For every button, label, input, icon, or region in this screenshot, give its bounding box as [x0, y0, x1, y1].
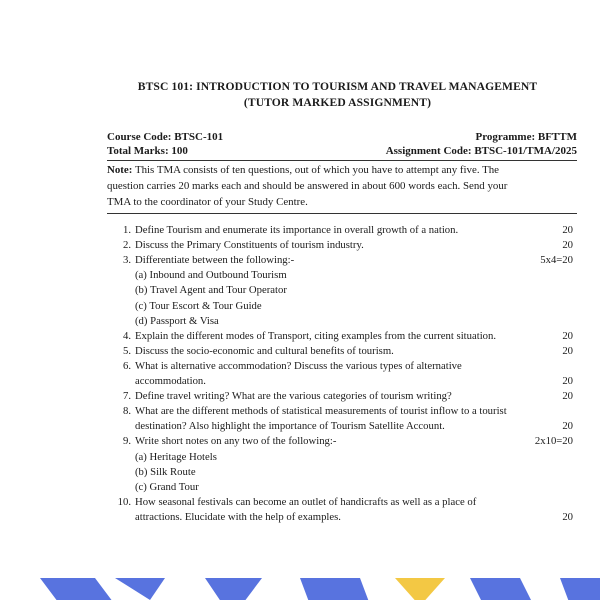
sub-question: (a) Heritage Hotels [135, 450, 217, 463]
question-item [107, 388, 579, 404]
watermark-shape [40, 578, 125, 600]
question-marks: 20 [562, 390, 573, 403]
question-marks: 20 [562, 375, 573, 387]
note-label: Note: [107, 164, 133, 176]
question-text: Discuss the Primary Constituents of tourism industry. [135, 239, 364, 252]
question-marks: 20 [562, 224, 573, 236]
question-continuation [107, 509, 579, 525]
question-number: 4. [122, 329, 131, 342]
question-item [107, 433, 579, 449]
watermark-logo [0, 578, 600, 600]
question-item [107, 252, 579, 268]
question-text: Define travel writing? What are the various categories of tourism writing? [135, 390, 452, 403]
note-block [107, 162, 577, 210]
programme: Programme: BFTTM [475, 131, 577, 143]
question-number: 7. [122, 390, 131, 403]
sub-question: (b) Silk Route [135, 465, 196, 478]
watermark-shape [115, 578, 165, 600]
question-marks: 20 [562, 329, 573, 342]
question-marks: 20 [562, 510, 573, 523]
watermark-shape [470, 578, 540, 600]
question-marks: 20 [562, 344, 573, 357]
question-continuation [107, 373, 579, 389]
question-number: 6. [122, 359, 131, 372]
note-line-3: TMA to the coordinator of your Study Centre. [107, 196, 308, 208]
sub-question: (b) Travel Agent and Tour Operator [135, 284, 287, 297]
question-text: What is alternative accommodation? Discuss the various types of alternative [135, 359, 462, 372]
question-number: 8. [122, 405, 131, 418]
note-line-1: This TMA consists of ten questions, out of which you have to attempt any five. The [134, 164, 500, 176]
question-continuation [107, 418, 579, 434]
question-marks: 20 [562, 239, 573, 252]
question-marks: 2x10=20 [534, 435, 573, 448]
question-text: How seasonal festivals can become an outlet of handicrafts as well as a place of [135, 495, 477, 508]
question-marks: 20 [562, 420, 573, 433]
sub-question: (a) Inbound and Outbound Tourism [135, 269, 287, 282]
sub-question: (d) Passport & Visa [135, 314, 219, 327]
question-text: Differentiate between the following:- [135, 254, 295, 267]
question-item [107, 237, 579, 253]
question-number: 2. [122, 239, 131, 252]
watermark-shape [560, 578, 600, 600]
question-item [107, 358, 579, 374]
question-item [107, 343, 579, 359]
meta-row-1 [107, 131, 577, 143]
divider-bottom [107, 213, 577, 214]
question-item [107, 403, 579, 419]
question-item [107, 494, 579, 510]
note-line-2: question carries 20 marks each and should be answered in about 600 words each. Send your [107, 180, 508, 192]
meta-row-2 [107, 145, 577, 157]
question-marks: 5x4=20 [540, 254, 573, 267]
question-text-line-2: destination? Also highlight the importance of Tourism Satellite Account. [135, 420, 445, 433]
question-text: What are the different methods of statistical measurements of tourist inflow to a tourist [135, 405, 507, 418]
question-text: Explain the different modes of Transport, citing examples from the current situation. [135, 329, 497, 342]
watermark-shape [205, 578, 262, 600]
sub-question: (c) Tour Escort & Tour Guide [135, 299, 262, 312]
question-number: 10. [117, 495, 131, 508]
watermark-shape [395, 578, 445, 600]
sub-question: (c) Grand Tour [135, 480, 199, 493]
question-number: 3. [122, 254, 131, 267]
question-item [107, 328, 579, 344]
question-item [107, 222, 579, 238]
question-number: 9. [122, 435, 131, 448]
question-text: Define Tourism and enumerate its importance in overall growth of a nation. [135, 224, 459, 236]
document-subtitle: (TUTOR MARKED ASSIGNMENT) [243, 96, 432, 109]
document-title: BTSC 101: INTRODUCTION TO TOURISM AND TRAVEL MANAGEMENT [137, 80, 538, 93]
course-code: Course Code: BTSC-101 [107, 131, 224, 143]
total-marks: Total Marks: 100 [107, 145, 188, 157]
divider-top [107, 160, 577, 161]
watermark-shape [300, 578, 375, 600]
question-number: 5. [122, 344, 131, 357]
question-number: 1. [122, 224, 131, 236]
question-text: Discuss the socio-economic and cultural benefits of tourism. [135, 344, 394, 357]
question-text-line-2: accommodation. [135, 375, 206, 387]
assignment-code: Assignment Code: BTSC-101/TMA/2025 [385, 145, 577, 157]
question-text-line-2: attractions. Elucidate with the help of examples. [135, 510, 341, 523]
question-text: Write short notes on any two of the following:- [135, 435, 337, 448]
